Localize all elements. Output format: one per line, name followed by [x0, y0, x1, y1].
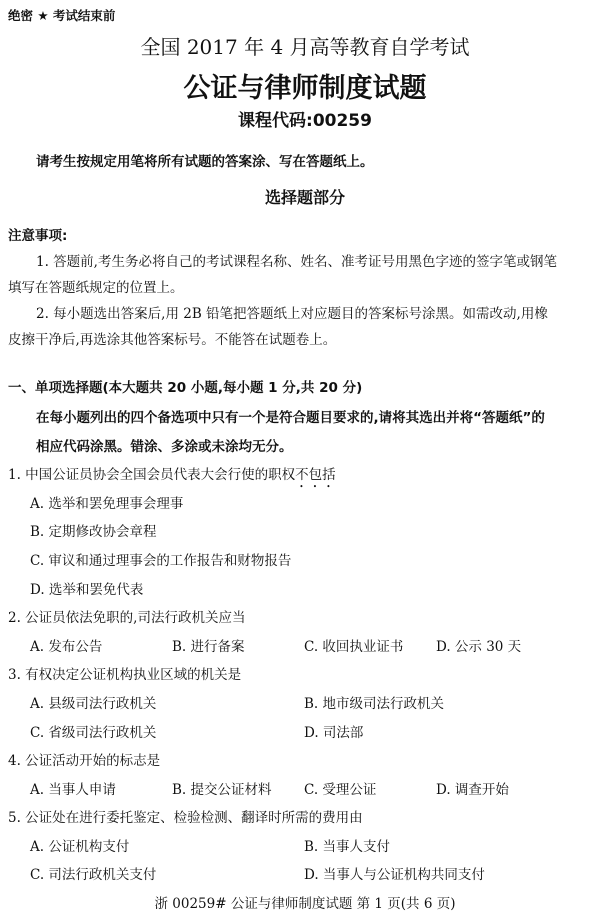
- page-footer: 浙 00259# 公证与律师制度试题 第 1 页(共 6 页): [154, 896, 456, 912]
- question-5-stem: 5. 公证处在进行委托鉴定、检验检测、翻译时所需的费用由: [8, 810, 363, 826]
- question-5-option-b: B. 当事人支付: [304, 839, 391, 855]
- notes-heading: 注意事项:: [8, 228, 68, 244]
- question-3-option-c: C. 省级司法行政机关: [30, 725, 157, 741]
- question-3-option-a: A. 县级司法行政机关: [30, 696, 157, 712]
- part-1-instruction-line-2: 相应代码涂黑。错涂、多涂或未涂均无分。: [36, 439, 293, 455]
- question-1-option-a: A. 选举和罢免理事会理事: [30, 496, 184, 512]
- part-1-heading: 一、单项选择题(本大题共 20 小题,每小题 1 分,共 20 分): [8, 380, 363, 396]
- part-1-instruction-line-1: 在每小题列出的四个备选项中只有一个是符合题目要求的,请将其选出并将“答题纸”的: [36, 410, 545, 426]
- question-2-stem: 2. 公证员依法免职的,司法行政机关应当: [8, 610, 246, 626]
- question-4-option-b: B. 提交公证材料: [172, 782, 272, 798]
- note-1-line-1: 1. 答题前,考生务必将自己的考试课程名称、姓名、准考证号用黑色字迹的签字笔或钢笔: [36, 254, 557, 270]
- question-1-stem: [8, 463, 336, 491]
- question-1-option-d: D. 选举和罢免代表: [30, 582, 144, 598]
- question-4-option-d: D. 调查开始: [436, 782, 509, 798]
- question-5-option-c: C. 司法行政机关支付: [30, 867, 157, 883]
- question-5-option-d: D. 当事人与公证机构共同支付: [304, 867, 485, 883]
- question-2-option-c: C. 收回执业证书: [304, 639, 404, 655]
- question-4-option-c: C. 受理公证: [304, 782, 377, 798]
- question-3-option-d: D. 司法部: [304, 725, 364, 741]
- question-1-option-b: B. 定期修改协会章程: [30, 524, 157, 540]
- question-2-option-a: A. 发布公告: [30, 639, 103, 655]
- question-1-option-c: C. 审议和通过理事会的工作报告和财物报告: [30, 553, 292, 569]
- answer-instruction: 请考生按规定用笔将所有试题的答案涂、写在答题纸上。: [36, 154, 374, 170]
- question-1-stem-text: 1. 中国公证员协会全国会员代表大会行使的职权: [8, 467, 296, 483]
- question-1-emphasis: 不包括: [295, 467, 336, 483]
- paper-title: 公证与律师制度试题: [183, 73, 427, 104]
- exam-title: 全国 2017 年 4 月高等教育自学考试: [140, 35, 470, 59]
- question-3-option-b: B. 地市级司法行政机关: [304, 696, 445, 712]
- question-3-stem: 3. 有权决定公证机构执业区域的机关是: [8, 667, 242, 683]
- note-1-line-2: 填写在答题纸规定的位置上。: [8, 280, 184, 296]
- confidential-label: 绝密 ★ 考试结束前: [8, 8, 116, 23]
- note-2-line-1: 2. 每小题选出答案后,用 2B 铅笔把答题纸上对应题目的答案标号涂黑。如需改动,用橡: [36, 306, 548, 322]
- section-title: 选择题部分: [264, 188, 345, 207]
- question-4-option-a: A. 当事人申请: [30, 782, 116, 798]
- question-5-option-a: A. 公证机构支付: [30, 839, 130, 855]
- question-4-stem: 4. 公证活动开始的标志是: [8, 753, 161, 769]
- note-2-line-2: 皮擦干净后,再选涂其他答案标号。不能答在试题卷上。: [8, 332, 337, 348]
- question-2-option-d: D. 公示 30 天: [436, 639, 522, 655]
- course-code: 课程代码:00259: [238, 111, 372, 131]
- question-2-option-b: B. 进行备案: [172, 639, 245, 655]
